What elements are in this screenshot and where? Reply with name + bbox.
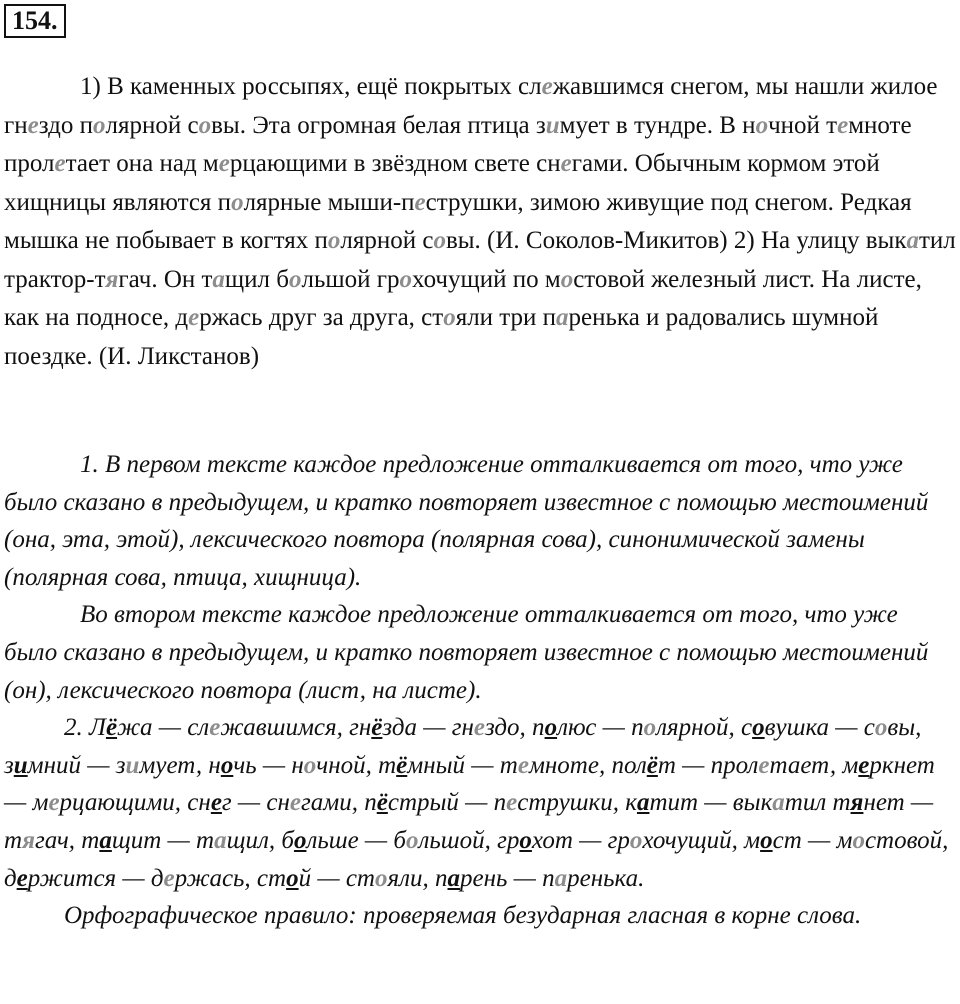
word-fragment: мноте, пол [528, 751, 647, 779]
text-fragment: яли три п [455, 304, 557, 331]
stressed-vowel: а [99, 826, 112, 854]
word-fragment: рень — п [460, 864, 555, 892]
highlighted-vowel: и [545, 111, 560, 139]
stressed-vowel: ё [105, 714, 118, 742]
text-fragment: щил б [224, 265, 289, 293]
commentary-text: Во втором тексте каждое предложение отталкивается от того, что уже было сказано в предыдущем, и кратко повторяет известное с помощью местоимений (он), лексического повтора (лист, на листе). [4, 601, 929, 704]
text-fragment: гами. Обычным кормом этой хищницы являются п [4, 150, 880, 216]
stressed-vowel: ё [646, 751, 658, 779]
highlighted-vowel: о [399, 265, 413, 293]
word-fragment: г — сн [221, 789, 290, 817]
unstressed-vowel: о [374, 864, 388, 892]
stressed-vowel: о [544, 714, 558, 742]
word-fragment: чной, т [316, 751, 397, 779]
text-fragment: мует в тундре. В н [559, 111, 756, 139]
stressed-vowel: е [858, 751, 870, 779]
word-fragment: льшой, гр [418, 826, 520, 854]
answer-commentary [4, 446, 956, 935]
text-fragment: лярной с [105, 111, 199, 139]
word-fragment: ркнет — м [4, 751, 935, 817]
highlighted-vowel: е [54, 150, 66, 177]
unstressed-vowel: е [517, 751, 529, 779]
highlighted-vowel: а [212, 265, 225, 293]
highlighted-vowel: о [755, 111, 769, 139]
unstressed-vowel: я [22, 826, 35, 854]
text-fragment: чной т [768, 111, 838, 139]
text-fragment: тил трактор-т [4, 227, 956, 293]
text-fragment: вы. (И. Соколов-Микитов) 2) На улицу вык [445, 227, 907, 254]
text-fragment: жавшимся снегом, мы нашли жилое гн [4, 73, 938, 139]
text-fragment: льшой гр [301, 265, 400, 293]
word-fragment: тил т [784, 789, 851, 817]
stressed-vowel: о [293, 826, 307, 854]
highlighted-vowel: а [556, 304, 569, 331]
word-fragment: щил, б [226, 826, 294, 854]
highlighted-vowel: е [218, 150, 230, 177]
highlighted-vowel: о [231, 188, 244, 216]
highlighted-vowel: е [837, 111, 849, 139]
unstressed-vowel: а [772, 789, 785, 817]
word-fragment: рцающими, сн [59, 789, 211, 817]
text-fragment: лярной с [340, 227, 434, 254]
word-fragment: стовой, д [4, 826, 949, 892]
word-fragment: вушка — с [764, 714, 875, 742]
word-fragment: гами, п [301, 789, 377, 817]
unstressed-vowel: и [125, 751, 140, 779]
commentary-paragraph-2 [4, 596, 956, 709]
stressed-vowel: о [760, 826, 773, 854]
stressed-vowel: о [752, 714, 765, 742]
highlighted-vowel: е [414, 188, 426, 216]
unstressed-vowel: е [289, 789, 302, 817]
word-fragment: хот — гр [531, 826, 630, 854]
word-fragment: чь — н [233, 751, 304, 779]
text-fragment: мноте прол [4, 111, 912, 177]
commentary-paragraph-3 [4, 709, 956, 897]
commentary-text: 1. В первом тексте каждое предложение отталкивается от того, что уже было сказано в предыдущем, и кратко повторяет известное с помощью местоимений (она, эта, этой), лексического повтора (полярная сова), синонимической замены (полярная сова, птица, хищница). [4, 451, 929, 591]
word-fragment: стрый — п [387, 789, 507, 817]
text-fragment: стовой железный лист. На листе, как на подносе, д [4, 265, 922, 331]
stressed-vowel: а [636, 789, 650, 817]
word-fragment: т — прол [657, 751, 759, 779]
stressed-vowel: о [286, 864, 299, 892]
unstressed-vowel: е [473, 714, 485, 742]
stressed-vowel: ё [371, 714, 383, 742]
word-fragment: й — ст [298, 864, 375, 892]
stressed-vowel: е [210, 789, 222, 817]
word-fragment: щит — т [111, 826, 215, 854]
unstressed-vowel: о [406, 826, 419, 854]
unstressed-vowel: е [163, 864, 175, 892]
unstressed-vowel: е [506, 789, 518, 817]
highlighted-vowel: е [560, 150, 572, 177]
word-fragment: мний — з [27, 751, 126, 779]
highlighted-vowel: о [433, 227, 446, 254]
stressed-vowel: и [13, 751, 28, 779]
text-fragment: хочущий по м [412, 265, 561, 293]
highlighted-vowel: о [327, 227, 341, 254]
word-fragment: нет — т [4, 789, 934, 854]
word-fragment: лярной, с [656, 714, 753, 742]
stressed-vowel: я [850, 789, 864, 817]
unstressed-vowel: о [303, 751, 317, 779]
text-fragment: струшки, зимою живущие под снегом. Редкая мышка не побывает в когтях п [4, 188, 912, 254]
word-fragment: струшки, к [517, 789, 637, 817]
word-fragment: вы, з [4, 714, 922, 779]
stressed-vowel: о [220, 751, 234, 779]
word-fragment: зда — гн [382, 714, 474, 742]
commentary-paragraph-1 [4, 446, 956, 596]
unstressed-vowel: а [554, 864, 568, 892]
text-fragment: лярные мыши-п [243, 188, 415, 216]
highlighted-vowel: о [560, 265, 574, 293]
highlighted-vowel: о [198, 111, 212, 139]
word-fragment: тит — вык [649, 789, 773, 817]
word-fragment: ренька. [567, 864, 645, 892]
rule-text: Орфографическое правило: проверяемая безударная гласная в корне слова. [64, 902, 862, 930]
text-fragment: рцающими в звёздном свете сн [229, 150, 561, 177]
highlighted-vowel: я [105, 265, 119, 293]
text-fragment: 1) В каменных россыпях, ещё покрытых сл [80, 73, 542, 100]
unstressed-vowel: о [852, 826, 865, 854]
word-fragment: гач, т [34, 826, 100, 854]
word-fragment: мует, н [139, 751, 221, 779]
highlighted-vowel: е [27, 111, 39, 139]
unstressed-vowel: е [48, 789, 60, 817]
highlighted-vowel: е [188, 304, 200, 331]
stressed-vowel: о [519, 826, 532, 854]
word-fragment: здо, п [484, 714, 545, 742]
stressed-vowel: е [16, 864, 28, 892]
text-fragment: тает она над м [65, 150, 219, 177]
highlighted-vowel: о [93, 111, 106, 139]
commentary-rule [4, 897, 956, 935]
text-fragment: ржась друг за друга, ст [199, 304, 444, 331]
word-fragment: ржась, ст [174, 864, 287, 892]
unstressed-vowel: о [874, 714, 888, 742]
word-fragment: яли, п [387, 864, 448, 892]
word-fragment: тает, м [769, 751, 859, 779]
highlighted-vowel: о [443, 304, 456, 331]
word-fragment: хочущий, м [642, 826, 761, 854]
unstressed-vowel: а [214, 826, 227, 854]
highlighted-vowel: е [541, 73, 553, 100]
unstressed-vowel: о [629, 826, 643, 854]
word-fragment: ржится — д [27, 864, 164, 892]
word-fragment: жа — сл [117, 714, 210, 742]
stressed-vowel: а [447, 864, 461, 892]
text-fragment: здо п [38, 111, 94, 139]
word-fragment: льше — б [306, 826, 406, 854]
word-fragment: мный — т [407, 751, 518, 779]
exercise-text [4, 68, 956, 376]
text-fragment: ренька и радовались шумной поездке. (И. Ликстанов) [4, 304, 879, 370]
stressed-vowel: ё [396, 751, 408, 779]
stressed-vowel: ё [376, 789, 388, 817]
word-fragment: ст — м [772, 826, 853, 854]
text-fragment: вы. Эта огромная белая птица з [211, 111, 546, 139]
exercise-number: 154. [4, 4, 66, 38]
unstressed-vowel: е [209, 714, 221, 742]
highlighted-vowel: о [289, 265, 302, 293]
word-fragment: жавшимся, гн [220, 714, 372, 742]
unstressed-vowel: е [758, 751, 770, 779]
highlighted-vowel: а [906, 227, 919, 254]
word-fragment: люс — п [557, 714, 644, 742]
unstressed-vowel: о [643, 714, 657, 742]
word-fragment: 2. Л [64, 714, 106, 742]
text-fragment: гач. Он т [118, 265, 213, 293]
